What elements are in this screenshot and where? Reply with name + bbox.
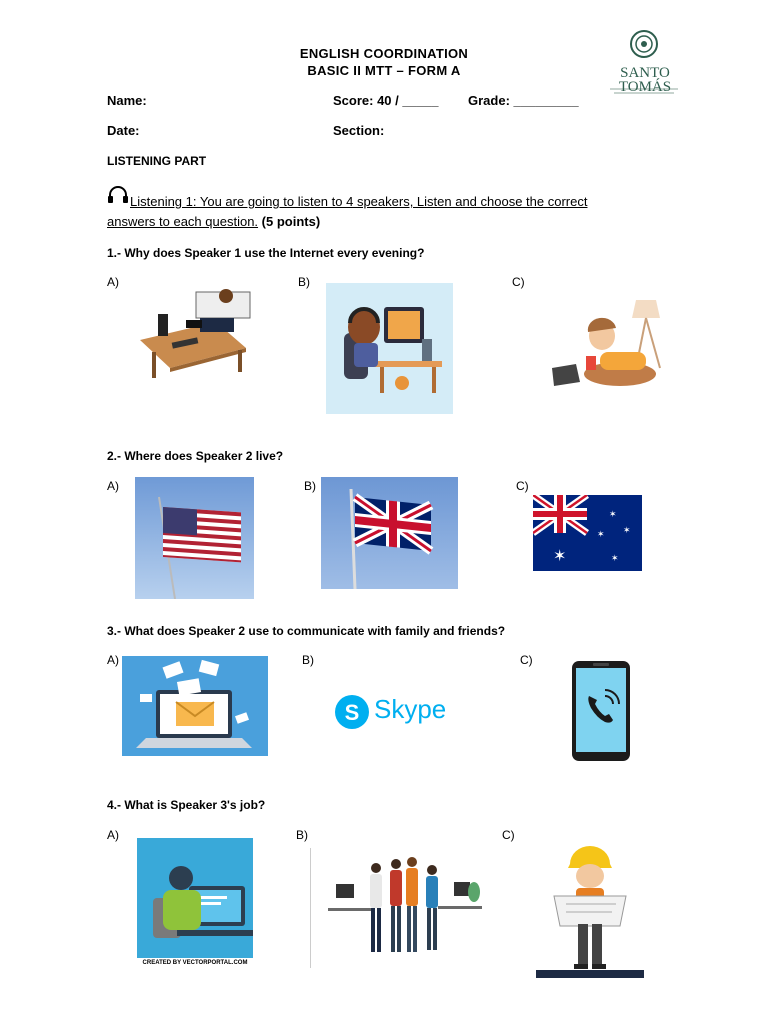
logo-text-2: TOMÁS — [618, 79, 672, 95]
headphones-icon — [107, 186, 129, 204]
question-1: 1.- Why does Speaker 1 use the Internet every evening? — [107, 246, 425, 260]
q4-image-b[interactable] — [308, 848, 488, 968]
svg-text:✶: ✶ — [609, 510, 617, 520]
svg-text:✶: ✶ — [623, 526, 631, 536]
q2-image-b[interactable] — [321, 477, 458, 589]
q3-image-c[interactable] — [571, 660, 631, 762]
q3-option-a-label: A) — [107, 653, 119, 667]
svg-text:S: S — [344, 700, 360, 725]
instructions-line1: Listening 1: You are going to listen to 4 speakers, Listen and choose the correct — [130, 194, 588, 209]
question-3: 3.- What does Speaker 2 use to communicate with family and friends? — [107, 624, 506, 638]
q2-option-a-label: A) — [107, 479, 119, 493]
svg-text:✶: ✶ — [611, 554, 619, 564]
q4-image-a-credit: CREATED BY VECTORPORTAL.COM — [142, 960, 248, 966]
instructions-line2-wrap — [107, 214, 320, 229]
section-title: LISTENING PART — [107, 154, 207, 168]
q3-image-b[interactable] — [328, 688, 450, 732]
section-label: Section: — [333, 123, 385, 138]
skype-text: Skype — [374, 694, 447, 724]
q4-option-c-label: C) — [502, 828, 515, 842]
instructions-line2: answers to each question. — [107, 214, 259, 229]
q4-image-a[interactable] — [137, 838, 253, 970]
q4-option-b-label: B) — [296, 828, 308, 842]
instructions-points: (5 points) — [258, 214, 321, 229]
svg-text:✶: ✶ — [597, 530, 605, 540]
grade-label: Grade: _________ — [468, 93, 579, 108]
doc-title-line1: ENGLISH COORDINATION — [299, 46, 469, 61]
skype-icon — [332, 692, 372, 732]
score-label: Score: 40 / _____ — [333, 93, 439, 108]
q2-option-c-label: C) — [516, 479, 529, 493]
q1-option-b-label: B) — [298, 275, 310, 289]
q1-image-a[interactable] — [138, 282, 256, 380]
q4-image-c[interactable] — [536, 844, 644, 978]
q2-option-b-label: B) — [304, 479, 316, 493]
logo-text-1: SANTO — [620, 65, 670, 81]
q3-option-c-label: C) — [520, 653, 533, 667]
santo-tomas-logo — [608, 24, 682, 110]
date-label: Date: — [107, 123, 140, 138]
svg-text:✶: ✶ — [553, 546, 567, 565]
q1-image-c[interactable] — [540, 296, 666, 398]
q1-option-c-label: C) — [512, 275, 525, 289]
name-label: Name: — [107, 93, 147, 108]
doc-title-line2: BASIC II MTT – FORM A — [307, 63, 461, 78]
q4-option-a-label: A) — [107, 828, 119, 842]
q1-image-b[interactable] — [326, 283, 453, 414]
q2-image-a[interactable] — [135, 477, 254, 599]
question-2: 2.- Where does Speaker 2 live? — [107, 449, 284, 463]
q3-image-a[interactable] — [122, 656, 268, 756]
q2-image-c[interactable] — [533, 495, 642, 571]
q3-option-b-label: B) — [302, 653, 314, 667]
q1-option-a-label: A) — [107, 275, 119, 289]
question-4: 4.- What is Speaker 3's job? — [107, 798, 266, 812]
